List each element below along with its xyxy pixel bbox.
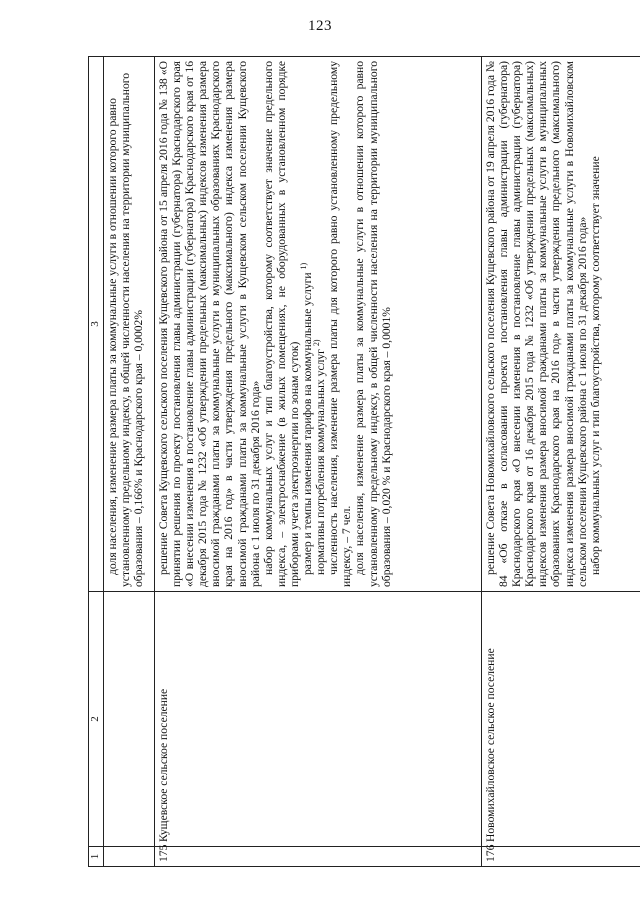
rotated-table-wrapper — [88, 57, 640, 867]
column-header: 1 — [89, 847, 104, 867]
detail-paragraph — [314, 61, 327, 587]
footnote-marker: 2) — [312, 339, 322, 347]
row-number: 175 — [155, 847, 482, 867]
detail-paragraph: доля населения, изменение размера платы за коммунальные услуги в отношении которого равно установленному предельному индексу, в общей численности населения на территории муниципального образования – 0,166% и Краснодарского края – 0,0002% — [106, 72, 146, 587]
row-details — [104, 57, 155, 592]
column-header: 2 — [89, 592, 104, 847]
table-row — [104, 57, 155, 867]
table-header-row — [89, 57, 104, 867]
detail-text: размер и темпы изменения тарифов на коммунальные услуги — [301, 272, 315, 575]
row-details — [155, 57, 482, 592]
detail-paragraph: доля населения, изменение размера платы за коммунальные услуги в отношении которого равно установленному предельному индексу, в общей численности населения на территории муниципального образования – 0,020 % и Краснодарского края – 0,0001% — [353, 61, 393, 587]
row-number — [104, 847, 155, 867]
municipality-name: Кущевское сельское поселение — [155, 592, 482, 847]
column-header: 3 — [89, 57, 104, 592]
detail-paragraph — [301, 61, 314, 587]
table-row — [155, 57, 482, 867]
detail-paragraph: численность населения, изменение размера платы для которого равно установленному предельному индексу, – 7 чел. — [327, 61, 354, 587]
row-details — [482, 57, 640, 592]
municipality-name: Новомихайловское сельское поселение — [482, 592, 640, 847]
footnote-marker: 1) — [299, 262, 309, 270]
tariff-index-table — [88, 56, 640, 867]
detail-paragraph: решение Совета Новомихайловского сельского поселения Кущевского района от 19 апреля 2016 года № 84 «Об отказе в согласовании проекта постановления главы администрации (губернатора) Краснодарского края «О внесении изменения в постановление главы администрации (губернатора) Краснодарского края от 16 декабря 2015 года № 1232 «Об утверждении предельных (максимальных) индексов изменения размера вносимой гражданами платы за коммунальные услуги в муниципальных образованиях Краснодарского края на 2016 год» в части утверждения предельного (максимального) индекса изменения размера вносимой гражданами платы за коммунальные услуги в Новомихайловском сельском поселении Кущевского района с 1 июля по 31 декабря 2016 года» — [484, 61, 589, 587]
detail-paragraph: решение Совета Кущевского сельского поселения Кущевского района от 15 апреля 2016 года № 138 «О принятии решения по проекту постановления главы администрации (губернатора) Краснодарского края «О внесении изменения в постановление главы администрации (губернатора) Краснодарского края от 16 декабря 2015 года № 1232 «Об утверждении предельных (максимальных) индексов изменения размера вносимой гражданами платы за коммунальные услуги в муниципальных образованиях Краснодарского края на 2016 год» в части утверждения предельного (максимального) индекса изменения размера вносимой гражданами платы за коммунальные услуги в Кущевском сельском поселении Кущевского района с 1 июля по 31 декабря 2016 года» — [157, 61, 262, 587]
detail-text: нормативы потребления коммунальных услуг — [314, 349, 328, 575]
row-number: 176 — [482, 847, 640, 867]
page-number: 123 — [308, 18, 332, 34]
detail-paragraph: набор коммунальных услуг и тип благоустройства, которому соответствует значение — [588, 156, 602, 575]
table-row — [482, 57, 640, 867]
rotated-table-area — [88, 57, 640, 867]
municipality-name — [104, 592, 155, 847]
detail-paragraph: набор коммунальных услуг и тип благоустройства, которому соответствует значение предельного индекса, – электроснабжение (в жилых помещениях, не оборудованных в установленном порядке приборами учета электроэнергии по зонам суток) — [261, 61, 301, 587]
